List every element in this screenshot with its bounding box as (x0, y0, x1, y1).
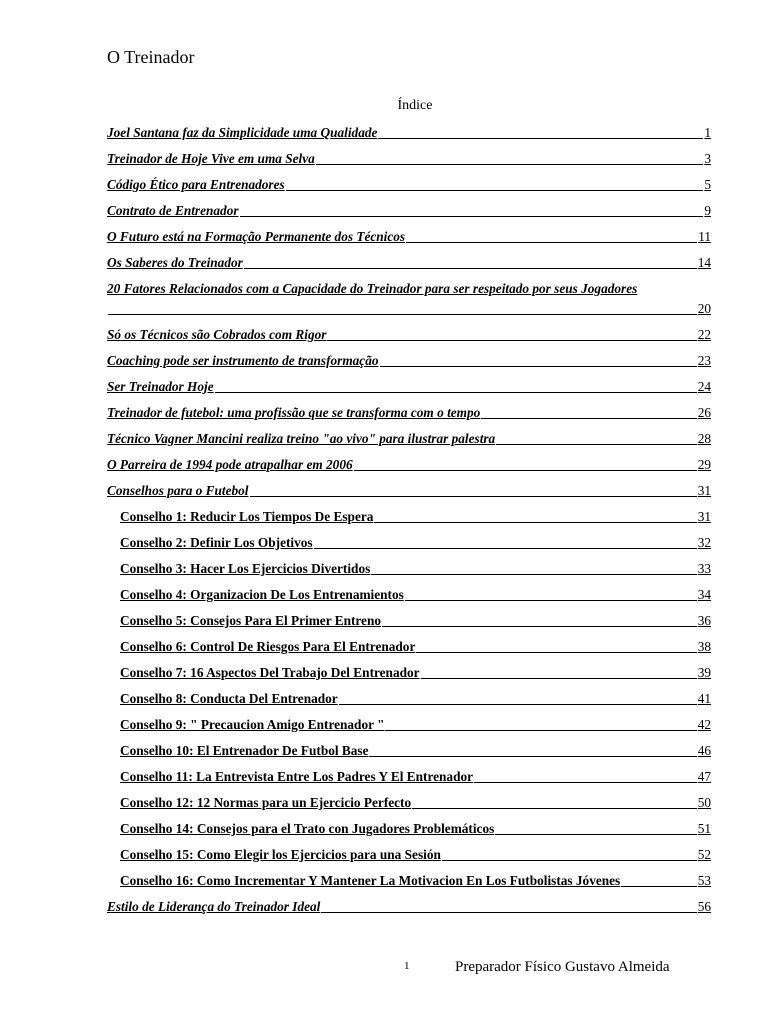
toc-leader-line (327, 326, 696, 341)
toc-entry-page[interactable]: 51 (697, 821, 711, 836)
toc-entry-title[interactable]: Treinador de Hoje Vive em uma Selva (107, 151, 315, 166)
toc-entry[interactable] (107, 742, 711, 768)
toc-entry[interactable] (107, 456, 711, 482)
toc-entry-title[interactable]: Os Saberes do Treinador (107, 255, 243, 270)
table-of-contents (107, 124, 711, 924)
footer-author: Preparador Físico Gustavo Almeida (455, 959, 670, 975)
toc-entry[interactable] (107, 846, 711, 872)
toc-entry[interactable] (107, 150, 711, 176)
toc-entry-title[interactable]: Conselho 4: Organizacion De Los Entrenamientos (120, 587, 404, 602)
toc-entry-page[interactable]: 11 (698, 229, 711, 244)
toc-leader-line (495, 820, 696, 835)
toc-entry-title[interactable]: Código Ético para Entrenadores (107, 177, 285, 192)
toc-entry[interactable] (107, 378, 711, 404)
toc-leader-line (250, 482, 697, 497)
toc-entry[interactable] (107, 176, 711, 202)
toc-leader-line (244, 254, 697, 269)
toc-entry[interactable] (107, 690, 711, 716)
toc-entry-page[interactable]: 32 (697, 535, 711, 550)
toc-entry[interactable] (107, 768, 711, 794)
toc-entry-page[interactable]: 3 (704, 151, 711, 166)
toc-entry-page[interactable]: 39 (697, 665, 711, 680)
toc-leader-line (621, 872, 696, 887)
toc-leader-line (412, 794, 697, 809)
toc-entry-title[interactable]: Técnico Vagner Mancini realiza treino "ao vivo" para ilustrar palestra (107, 431, 496, 446)
toc-entry-title[interactable]: Conselho 9: " Precaucion Amigo Entrenador " (120, 717, 385, 732)
toc-entry[interactable] (107, 820, 711, 846)
toc-entry-title[interactable]: Conselho 8: Conducta Del Entrenador (120, 691, 338, 706)
toc-entry[interactable] (107, 638, 711, 664)
toc-leader-line (108, 300, 697, 315)
toc-entry[interactable] (107, 794, 711, 820)
toc-leader-line (371, 560, 696, 575)
toc-entry-page[interactable]: 53 (697, 873, 711, 888)
toc-entry-page[interactable]: 46 (697, 743, 711, 758)
toc-entry[interactable] (107, 664, 711, 690)
toc-leader-line (286, 176, 704, 191)
toc-entry-title[interactable]: Coaching pode ser instrumento de transformação (107, 353, 379, 368)
toc-entry-page[interactable]: 31 (697, 509, 711, 524)
toc-entry-page[interactable]: 26 (697, 405, 711, 420)
toc-entry-page[interactable]: 50 (697, 795, 711, 810)
toc-entry-title[interactable]: Conselho 11: La Entrevista Entre Los Padres Y El Entrenador (120, 769, 474, 784)
toc-entry-page[interactable]: 38 (697, 639, 711, 654)
toc-entry-page[interactable]: 36 (697, 613, 711, 628)
toc-leader-line (374, 508, 696, 523)
toc-entry[interactable] (107, 612, 711, 638)
toc-leader-line (380, 352, 697, 367)
toc-leader-line (416, 638, 696, 653)
toc-entry-title[interactable]: Contrato de Entrenador (107, 203, 239, 218)
toc-entry-page[interactable]: 28 (697, 431, 711, 446)
toc-entry-title[interactable]: Conselho 16: Como Incrementar Y Mantener La Motivacion En Los Futbolistas Jóvenes (120, 873, 621, 888)
toc-leader-line (354, 456, 697, 471)
toc-entry-title[interactable]: O Futuro está na Formação Permanente dos Técnicos (107, 229, 406, 244)
toc-entry-title[interactable]: Estilo de Liderança do Treinador Ideal (107, 899, 321, 914)
toc-entry-title[interactable]: Conselho 12: 12 Normas para un Ejercicio Perfecto (120, 795, 412, 810)
toc-entry-page[interactable]: 34 (697, 587, 711, 602)
toc-entry-title[interactable]: Conselho 10: El Entrenador De Futbol Base (120, 743, 369, 758)
toc-entry-page[interactable]: 47 (697, 769, 711, 784)
toc-entry[interactable] (107, 326, 711, 352)
toc-entry[interactable] (107, 352, 711, 378)
toc-leader-line (385, 716, 696, 731)
toc-leader-line (421, 664, 697, 679)
toc-entry[interactable] (107, 124, 711, 150)
toc-entry[interactable] (107, 404, 711, 430)
toc-leader-line (314, 534, 697, 549)
toc-entry-title[interactable]: Conselho 3: Hacer Los Ejercicios Divertidos (120, 561, 371, 576)
toc-entry-page[interactable]: 41 (697, 691, 711, 706)
toc-leader-line (215, 378, 697, 393)
toc-entry[interactable] (107, 560, 711, 586)
toc-leader-line (496, 430, 696, 445)
toc-entry-page[interactable]: 22 (697, 327, 711, 342)
toc-entry-page[interactable]: 14 (697, 255, 711, 270)
toc-leader-line (339, 690, 697, 705)
toc-entry-page[interactable]: 24 (697, 379, 711, 394)
toc-entry-title[interactable]: Conselho 1: Reducir Los Tiempos De Espera (120, 509, 374, 524)
toc-entry[interactable] (107, 898, 711, 924)
toc-entry-title[interactable]: Joel Santana faz da Simplicidade uma Qualidade (107, 125, 378, 140)
toc-entry-title[interactable]: Treinador de futebol: uma profissão que se transforma com o tempo (107, 405, 481, 420)
toc-entry-title[interactable]: 20 Fatores Relacionados com a Capacidade do Treinador para ser respeitado por seus Jogadores (107, 281, 638, 296)
toc-entry-title[interactable]: Conselhos para o Futebol (107, 483, 249, 498)
footer-page-number: 1 (404, 960, 410, 972)
toc-entry[interactable] (107, 508, 711, 534)
toc-leader-line (316, 150, 704, 165)
toc-entry-title[interactable]: Conselho 6: Control De Riesgos Para El Entrenador (120, 639, 416, 654)
toc-entry-page[interactable]: 42 (697, 717, 711, 732)
toc-leader-line (321, 898, 696, 913)
toc-entry-page[interactable]: 23 (697, 353, 711, 368)
toc-entry-page[interactable]: 1 (704, 125, 711, 140)
toc-entry-page[interactable]: 52 (697, 847, 711, 862)
document-title: O Treinador (107, 47, 195, 67)
toc-entry-title[interactable]: Só os Técnicos são Cobrados com Rigor (107, 327, 327, 342)
toc-leader-line (369, 742, 696, 757)
toc-leader-line (406, 228, 697, 243)
toc-entry-page[interactable]: 29 (697, 457, 711, 472)
toc-entry[interactable] (107, 280, 711, 326)
toc-entry-title[interactable]: Ser Treinador Hoje (107, 379, 214, 394)
toc-entry-page[interactable]: 5 (704, 177, 711, 192)
toc-leader-line (405, 586, 697, 601)
toc-leader-line (442, 846, 697, 861)
toc-heading: Índice (397, 98, 433, 113)
toc-entry-title[interactable]: Conselho 15: Como Elegir los Ejercicios para una Sesión (120, 847, 441, 862)
toc-entry[interactable] (107, 482, 711, 508)
toc-entry-title[interactable]: O Parreira de 1994 pode atrapalhar em 2006 (107, 457, 353, 472)
toc-entry[interactable] (107, 872, 711, 898)
toc-leader-line (382, 612, 697, 627)
toc-entry-title[interactable]: Conselho 2: Definir Los Objetivos (120, 535, 313, 550)
toc-leader-line (240, 202, 704, 217)
toc-entry[interactable] (107, 254, 711, 280)
toc-entry-page[interactable]: 20 (697, 301, 711, 316)
toc-entry[interactable] (107, 716, 711, 742)
toc-entry-page[interactable]: 31 (697, 483, 711, 498)
toc-entry[interactable] (107, 586, 711, 612)
toc-entry-title[interactable]: Conselho 5: Consejos Para El Primer Entreno (120, 613, 381, 628)
toc-leader-line (474, 768, 697, 783)
toc-entry-page[interactable]: 56 (697, 899, 711, 914)
toc-leader-line (481, 404, 696, 419)
toc-entry[interactable] (107, 534, 711, 560)
toc-entry[interactable] (107, 228, 711, 254)
toc-entry-title[interactable]: Conselho 7: 16 Aspectos Del Trabajo Del Entrenador (120, 665, 420, 680)
toc-entry-page[interactable]: 33 (697, 561, 711, 576)
toc-leader-line (378, 124, 703, 139)
toc-entry-page[interactable]: 9 (704, 203, 711, 218)
toc-entry-title[interactable]: Conselho 14: Consejos para el Trato con Jugadores Problemáticos (120, 821, 495, 836)
toc-entry[interactable] (107, 202, 711, 228)
toc-entry[interactable] (107, 430, 711, 456)
